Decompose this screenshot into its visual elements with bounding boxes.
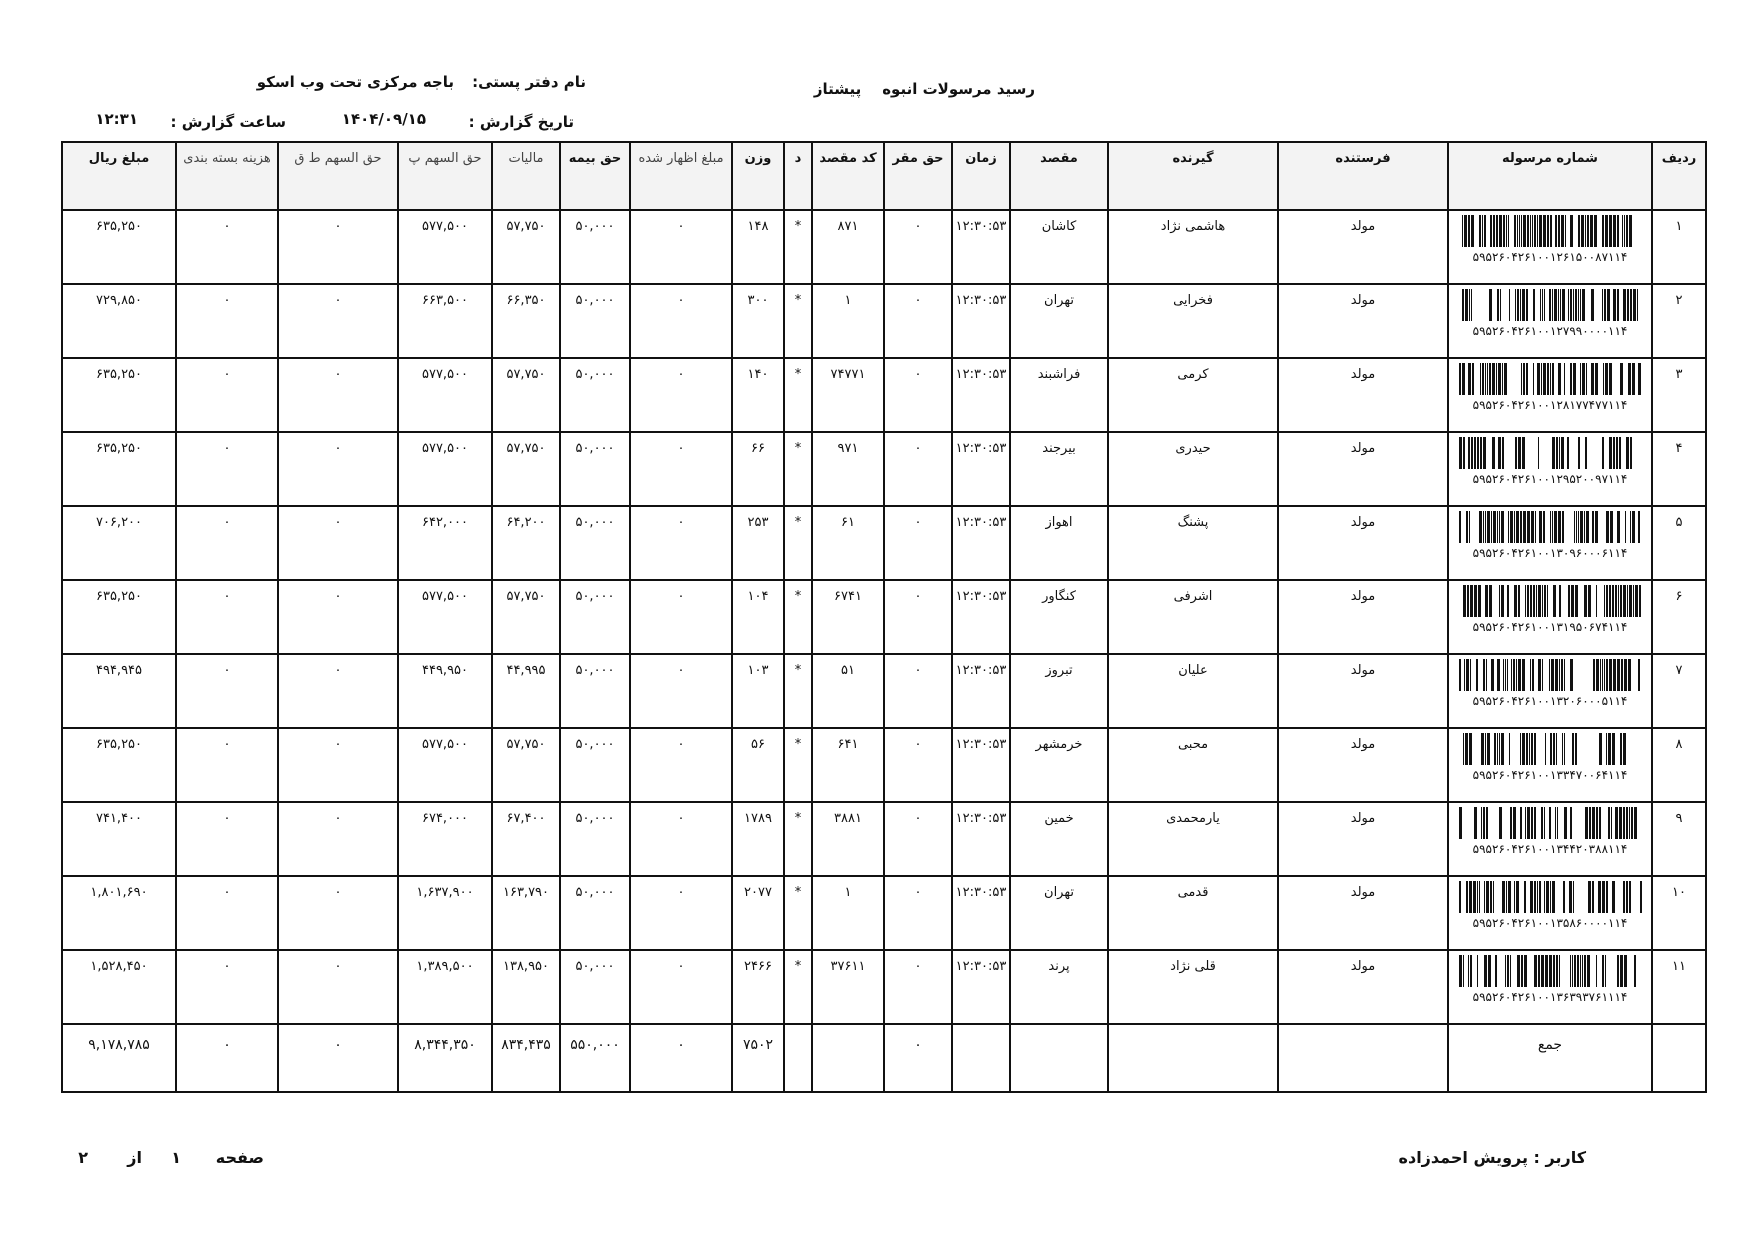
insurance: ۵۰,۰۰۰ [560, 876, 630, 950]
sender: مولد [1278, 506, 1448, 580]
declared-amount: ۰ [630, 876, 732, 950]
page-current: ۱ [171, 1148, 181, 1167]
row-index: ۲ [1652, 284, 1706, 358]
maqar-fee: ۰ [884, 950, 952, 1024]
time: ۱۲:۳۰:۵۳ [952, 284, 1010, 358]
totals-row [62, 1024, 1706, 1092]
table-row [62, 728, 1706, 802]
amount-rial: ۷۰۶,۲۰۰ [62, 506, 176, 580]
total-insurance: ۵۵۰,۰۰۰ [560, 1024, 630, 1092]
col-sender: فرستنده [1278, 142, 1448, 210]
maqar-fee: ۰ [884, 802, 952, 876]
weight: ۶۶ [732, 432, 784, 506]
parcel-number-text: ۵۹۵۲۶۰۴۲۶۱۰۰۱۳۰۹۶۰۰۰۶۱۱۴ [1472, 546, 1628, 560]
row-index: ۴ [1652, 432, 1706, 506]
maqar-fee: ۰ [884, 358, 952, 432]
insurance: ۵۰,۰۰۰ [560, 432, 630, 506]
total-cell-empty [952, 1024, 1010, 1092]
sender: مولد [1278, 210, 1448, 284]
tax: ۵۷,۷۵۰ [492, 210, 560, 284]
destination: کنگاور [1010, 580, 1108, 654]
destination: فراشبند [1010, 358, 1108, 432]
insurance: ۵۰,۰۰۰ [560, 210, 630, 284]
time: ۱۲:۳۰:۵۳ [952, 358, 1010, 432]
amount-rial: ۱,۸۰۱,۶۹۰ [62, 876, 176, 950]
share-p: ۵۷۷,۵۰۰ [398, 728, 492, 802]
receiver: حیدری [1108, 432, 1278, 506]
destination: پرند [1010, 950, 1108, 1024]
declared-amount: ۰ [630, 654, 732, 728]
barcode-image [1457, 807, 1643, 839]
insurance: ۵۰,۰۰۰ [560, 358, 630, 432]
destination: خرمشهر [1010, 728, 1108, 802]
time: ۱۲:۳۰:۵۳ [952, 876, 1010, 950]
col-share-tq: حق السهم ط ق [278, 142, 398, 210]
packing-cost: ۰ [176, 358, 278, 432]
parcel-number-text: ۵۹۵۲۶۰۴۲۶۱۰۰۱۲۹۵۲۰۰۹۷۱۱۴ [1472, 472, 1628, 486]
destination-code: ۶۱ [812, 506, 884, 580]
share-tq: ۰ [278, 210, 398, 284]
share-tq: ۰ [278, 506, 398, 580]
packing-cost: ۰ [176, 654, 278, 728]
packing-cost: ۰ [176, 506, 278, 580]
row-index: ۹ [1652, 802, 1706, 876]
total-label: جمع [1448, 1024, 1652, 1092]
d-flag: * [784, 580, 812, 654]
tax: ۵۷,۷۵۰ [492, 358, 560, 432]
sender: مولد [1278, 728, 1448, 802]
time: ۱۲:۳۰:۵۳ [952, 728, 1010, 802]
date-label: تاریخ گزارش : [468, 113, 574, 131]
col-row-index: ردیف [1652, 142, 1706, 210]
col-d: د [784, 142, 812, 210]
barcode-image [1457, 511, 1643, 543]
packing-cost: ۰ [176, 728, 278, 802]
receipt-table [61, 141, 1707, 1093]
barcode-image [1457, 659, 1643, 691]
destination-code: ۳۷۶۱۱ [812, 950, 884, 1024]
amount-rial: ۴۹۴,۹۴۵ [62, 654, 176, 728]
sender: مولد [1278, 284, 1448, 358]
destination-code: ۱ [812, 876, 884, 950]
parcel-number-cell [1448, 950, 1652, 1024]
tax: ۵۷,۷۵۰ [492, 580, 560, 654]
col-parcel-number: شماره مرسوله [1448, 142, 1652, 210]
maqar-fee: ۰ [884, 506, 952, 580]
table-row [62, 358, 1706, 432]
destination-code: ۹۷۱ [812, 432, 884, 506]
share-p: ۵۷۷,۵۰۰ [398, 210, 492, 284]
col-packing-cost: هزینه بسته بندی [176, 142, 278, 210]
share-p: ۴۴۹,۹۵۰ [398, 654, 492, 728]
table-row [62, 654, 1706, 728]
maqar-fee: ۰ [884, 876, 952, 950]
sender: مولد [1278, 950, 1448, 1024]
share-tq: ۰ [278, 580, 398, 654]
share-tq: ۰ [278, 654, 398, 728]
total-cell-empty [1010, 1024, 1108, 1092]
page-of: از [127, 1148, 142, 1167]
insurance: ۵۰,۰۰۰ [560, 802, 630, 876]
d-flag: * [784, 728, 812, 802]
user-label: کاربر : [1533, 1148, 1586, 1167]
row-index: ۵ [1652, 506, 1706, 580]
col-declared-amount: مبلغ اظهار شده [630, 142, 732, 210]
amount-rial: ۷۲۹,۸۵۰ [62, 284, 176, 358]
date-value: ۱۴۰۴/۰۹/۱۵ [341, 110, 426, 128]
parcel-number-text: ۵۹۵۲۶۰۴۲۶۱۰۰۱۳۴۴۲۰۳۸۸۱۱۴ [1472, 842, 1628, 856]
time: ۱۲:۳۰:۵۳ [952, 654, 1010, 728]
amount-rial: ۷۴۱,۴۰۰ [62, 802, 176, 876]
sender: مولد [1278, 654, 1448, 728]
parcel-number-text: ۵۹۵۲۶۰۴۲۶۱۰۰۱۳۶۳۹۳۷۶۱۱۱۴ [1472, 990, 1628, 1004]
total-cell-empty [1108, 1024, 1278, 1092]
share-tq: ۰ [278, 358, 398, 432]
destination-code: ۵۱ [812, 654, 884, 728]
insurance: ۵۰,۰۰۰ [560, 506, 630, 580]
col-amount-rial: مبلغ ریال [62, 142, 176, 210]
receiver: کرمی [1108, 358, 1278, 432]
row-index: ۶ [1652, 580, 1706, 654]
time-value: ۱۲:۳۱ [95, 110, 138, 128]
parcel-number-cell [1448, 284, 1652, 358]
destination-code: ۱ [812, 284, 884, 358]
destination: بیرجند [1010, 432, 1108, 506]
time: ۱۲:۳۰:۵۳ [952, 432, 1010, 506]
amount-rial: ۶۳۵,۲۵۰ [62, 210, 176, 284]
barcode-image [1457, 733, 1643, 765]
parcel-number-cell [1448, 728, 1652, 802]
time: ۱۲:۳۰:۵۳ [952, 802, 1010, 876]
share-tq: ۰ [278, 802, 398, 876]
destination-code: ۳۸۸۱ [812, 802, 884, 876]
packing-cost: ۰ [176, 432, 278, 506]
office-name: باجه مرکزی تحت وب اسکو [256, 73, 454, 91]
tax: ۱۳۸,۹۵۰ [492, 950, 560, 1024]
destination-code: ۷۴۷۷۱ [812, 358, 884, 432]
destination: کاشان [1010, 210, 1108, 284]
weight: ۱۴۸ [732, 210, 784, 284]
maqar-fee: ۰ [884, 654, 952, 728]
destination-code: ۶۴۱ [812, 728, 884, 802]
packing-cost: ۰ [176, 284, 278, 358]
tax: ۶۷,۴۰۰ [492, 802, 560, 876]
parcel-number-cell [1448, 876, 1652, 950]
receipt-title-text: رسید مرسولات انبوه [882, 80, 1035, 98]
share-p: ۱,۶۳۷,۹۰۰ [398, 876, 492, 950]
d-flag: * [784, 358, 812, 432]
barcode-image [1457, 363, 1643, 395]
amount-rial: ۱,۵۲۸,۴۵۰ [62, 950, 176, 1024]
row-index: ۱ [1652, 210, 1706, 284]
receiver: هاشمی نژاد [1108, 210, 1278, 284]
share-p: ۵۷۷,۵۰۰ [398, 580, 492, 654]
insurance: ۵۰,۰۰۰ [560, 728, 630, 802]
share-p: ۱,۳۸۹,۵۰۰ [398, 950, 492, 1024]
sender: مولد [1278, 358, 1448, 432]
page-label: صفحه [215, 1148, 264, 1167]
amount-rial: ۶۳۵,۲۵۰ [62, 432, 176, 506]
share-p: ۵۷۷,۵۰۰ [398, 358, 492, 432]
share-tq: ۰ [278, 284, 398, 358]
total-cell-empty [1652, 1024, 1706, 1092]
d-flag: * [784, 432, 812, 506]
receiver: قلی نژاد [1108, 950, 1278, 1024]
weight: ۲۴۶۶ [732, 950, 784, 1024]
share-tq: ۰ [278, 950, 398, 1024]
row-index: ۱۱ [1652, 950, 1706, 1024]
declared-amount: ۰ [630, 950, 732, 1024]
declared-amount: ۰ [630, 802, 732, 876]
d-flag: * [784, 654, 812, 728]
service-type: پیشتاز [813, 80, 862, 98]
barcode-image [1457, 955, 1643, 987]
row-index: ۷ [1652, 654, 1706, 728]
weight: ۱۴۰ [732, 358, 784, 432]
d-flag: * [784, 506, 812, 580]
maqar-fee: ۰ [884, 432, 952, 506]
parcel-number-cell [1448, 654, 1652, 728]
office-label: نام دفتر پستی: [472, 73, 586, 91]
parcel-number-cell [1448, 432, 1652, 506]
receiver: علیان [1108, 654, 1278, 728]
time-label: ساعت گزارش : [170, 113, 286, 131]
weight: ۲۰۷۷ [732, 876, 784, 950]
parcel-number-text: ۵۹۵۲۶۰۴۲۶۱۰۰۱۲۶۱۵۰۰۸۷۱۱۴ [1472, 250, 1628, 264]
insurance: ۵۰,۰۰۰ [560, 654, 630, 728]
total-packing: ۰ [176, 1024, 278, 1092]
total-cell-empty [1278, 1024, 1448, 1092]
d-flag: * [784, 284, 812, 358]
share-p: ۶۴۲,۰۰۰ [398, 506, 492, 580]
share-p: ۵۷۷,۵۰۰ [398, 432, 492, 506]
destination: تبروز [1010, 654, 1108, 728]
weight: ۳۰۰ [732, 284, 784, 358]
receiver: فخرایی [1108, 284, 1278, 358]
barcode-image [1457, 215, 1643, 247]
tax: ۶۶,۳۵۰ [492, 284, 560, 358]
declared-amount: ۰ [630, 728, 732, 802]
col-share-p: حق السهم پ [398, 142, 492, 210]
receipt-title [814, 80, 1035, 98]
user-name: پرویش احمدزاده [1398, 1148, 1528, 1167]
d-flag: * [784, 210, 812, 284]
barcode-image [1457, 585, 1643, 617]
parcel-number-cell [1448, 358, 1652, 432]
parcel-number-cell [1448, 580, 1652, 654]
table-row [62, 876, 1706, 950]
maqar-fee: ۰ [884, 728, 952, 802]
row-index: ۸ [1652, 728, 1706, 802]
col-time: زمان [952, 142, 1010, 210]
parcel-number-text: ۵۹۵۲۶۰۴۲۶۱۰۰۱۳۱۹۵۰۶۷۴۱۱۴ [1472, 620, 1628, 634]
total-tax: ۸۳۴,۴۳۵ [492, 1024, 560, 1092]
sender: مولد [1278, 802, 1448, 876]
user-info [1399, 1148, 1586, 1167]
packing-cost: ۰ [176, 580, 278, 654]
tax: ۶۴,۲۰۰ [492, 506, 560, 580]
time: ۱۲:۳۰:۵۳ [952, 210, 1010, 284]
share-tq: ۰ [278, 432, 398, 506]
maqar-fee: ۰ [884, 210, 952, 284]
packing-cost: ۰ [176, 950, 278, 1024]
total-weight: ۷۵۰۲ [732, 1024, 784, 1092]
receiver: قدمی [1108, 876, 1278, 950]
declared-amount: ۰ [630, 210, 732, 284]
receiver: یارمحمدی [1108, 802, 1278, 876]
row-index: ۱۰ [1652, 876, 1706, 950]
declared-amount: ۰ [630, 580, 732, 654]
destination: اهواز [1010, 506, 1108, 580]
table-row [62, 432, 1706, 506]
barcode-image [1457, 881, 1643, 913]
d-flag: * [784, 950, 812, 1024]
amount-rial: ۶۳۵,۲۵۰ [62, 580, 176, 654]
table-row [62, 580, 1706, 654]
tax: ۵۷,۷۵۰ [492, 728, 560, 802]
total-maqar: ۰ [884, 1024, 952, 1092]
header-row [62, 142, 1706, 210]
weight: ۱۰۴ [732, 580, 784, 654]
d-flag: * [784, 876, 812, 950]
amount-rial: ۶۳۵,۲۵۰ [62, 358, 176, 432]
receiver: محبی [1108, 728, 1278, 802]
parcel-number-text: ۵۹۵۲۶۰۴۲۶۱۰۰۱۲۷۹۹۰۰۰۰۱۱۴ [1472, 324, 1628, 338]
total-share-tq: ۰ [278, 1024, 398, 1092]
table-row [62, 284, 1706, 358]
declared-amount: ۰ [630, 284, 732, 358]
receiver: اشرفی [1108, 580, 1278, 654]
row-index: ۳ [1652, 358, 1706, 432]
tax: ۴۴,۹۹۵ [492, 654, 560, 728]
sender: مولد [1278, 876, 1448, 950]
parcel-number-text: ۵۹۵۲۶۰۴۲۶۱۰۰۱۳۲۰۶۰۰۰۵۱۱۴ [1472, 694, 1628, 708]
destination-code: ۸۷۱ [812, 210, 884, 284]
tax: ۱۶۳,۷۹۰ [492, 876, 560, 950]
destination: خمین [1010, 802, 1108, 876]
total-cell-empty [812, 1024, 884, 1092]
total-share-p: ۸,۳۴۴,۳۵۰ [398, 1024, 492, 1092]
share-tq: ۰ [278, 876, 398, 950]
barcode-image [1457, 437, 1643, 469]
share-tq: ۰ [278, 728, 398, 802]
share-p: ۶۷۴,۰۰۰ [398, 802, 492, 876]
destination-code: ۶۷۴۱ [812, 580, 884, 654]
declared-amount: ۰ [630, 506, 732, 580]
parcel-number-cell [1448, 210, 1652, 284]
total-declared: ۰ [630, 1024, 732, 1092]
table-row [62, 506, 1706, 580]
insurance: ۵۰,۰۰۰ [560, 580, 630, 654]
share-p: ۶۶۳,۵۰۰ [398, 284, 492, 358]
time: ۱۲:۳۰:۵۳ [952, 506, 1010, 580]
parcel-number-cell [1448, 802, 1652, 876]
receiver: پشنگ [1108, 506, 1278, 580]
weight: ۵۶ [732, 728, 784, 802]
col-destination: مقصد [1010, 142, 1108, 210]
maqar-fee: ۰ [884, 580, 952, 654]
destination: تهران [1010, 876, 1108, 950]
time: ۱۲:۳۰:۵۳ [952, 950, 1010, 1024]
table-row [62, 210, 1706, 284]
insurance: ۵۰,۰۰۰ [560, 950, 630, 1024]
col-tax: مالیات [492, 142, 560, 210]
declared-amount: ۰ [630, 432, 732, 506]
destination: تهران [1010, 284, 1108, 358]
amount-rial: ۶۳۵,۲۵۰ [62, 728, 176, 802]
col-maqar-fee: حق مقر [884, 142, 952, 210]
weight: ۱۷۸۹ [732, 802, 784, 876]
table-row [62, 950, 1706, 1024]
parcel-number-text: ۵۹۵۲۶۰۴۲۶۱۰۰۱۳۳۴۷۰۰۶۴۱۱۴ [1472, 768, 1628, 782]
weight: ۱۰۳ [732, 654, 784, 728]
col-insurance: حق بیمه [560, 142, 630, 210]
col-weight: وزن [732, 142, 784, 210]
weight: ۲۵۳ [732, 506, 784, 580]
insurance: ۵۰,۰۰۰ [560, 284, 630, 358]
d-flag: * [784, 802, 812, 876]
declared-amount: ۰ [630, 358, 732, 432]
time: ۱۲:۳۰:۵۳ [952, 580, 1010, 654]
parcel-number-cell [1448, 506, 1652, 580]
maqar-fee: ۰ [884, 284, 952, 358]
parcel-number-text: ۵۹۵۲۶۰۴۲۶۱۰۰۱۲۸۱۷۷۴۷۷۱۱۴ [1472, 398, 1628, 412]
col-receiver: گیرنده [1108, 142, 1278, 210]
table-row [62, 802, 1706, 876]
barcode-image [1457, 289, 1643, 321]
packing-cost: ۰ [176, 210, 278, 284]
tax: ۵۷,۷۵۰ [492, 432, 560, 506]
total-amount: ۹,۱۷۸,۷۸۵ [62, 1024, 176, 1092]
sender: مولد [1278, 580, 1448, 654]
packing-cost: ۰ [176, 802, 278, 876]
total-cell-empty [784, 1024, 812, 1092]
packing-cost: ۰ [176, 876, 278, 950]
sender: مولد [1278, 432, 1448, 506]
parcel-number-text: ۵۹۵۲۶۰۴۲۶۱۰۰۱۳۵۸۶۰۰۰۰۱۱۴ [1472, 916, 1628, 930]
col-destination-code: کد مقصد [812, 142, 884, 210]
page-total: ۲ [78, 1148, 88, 1167]
